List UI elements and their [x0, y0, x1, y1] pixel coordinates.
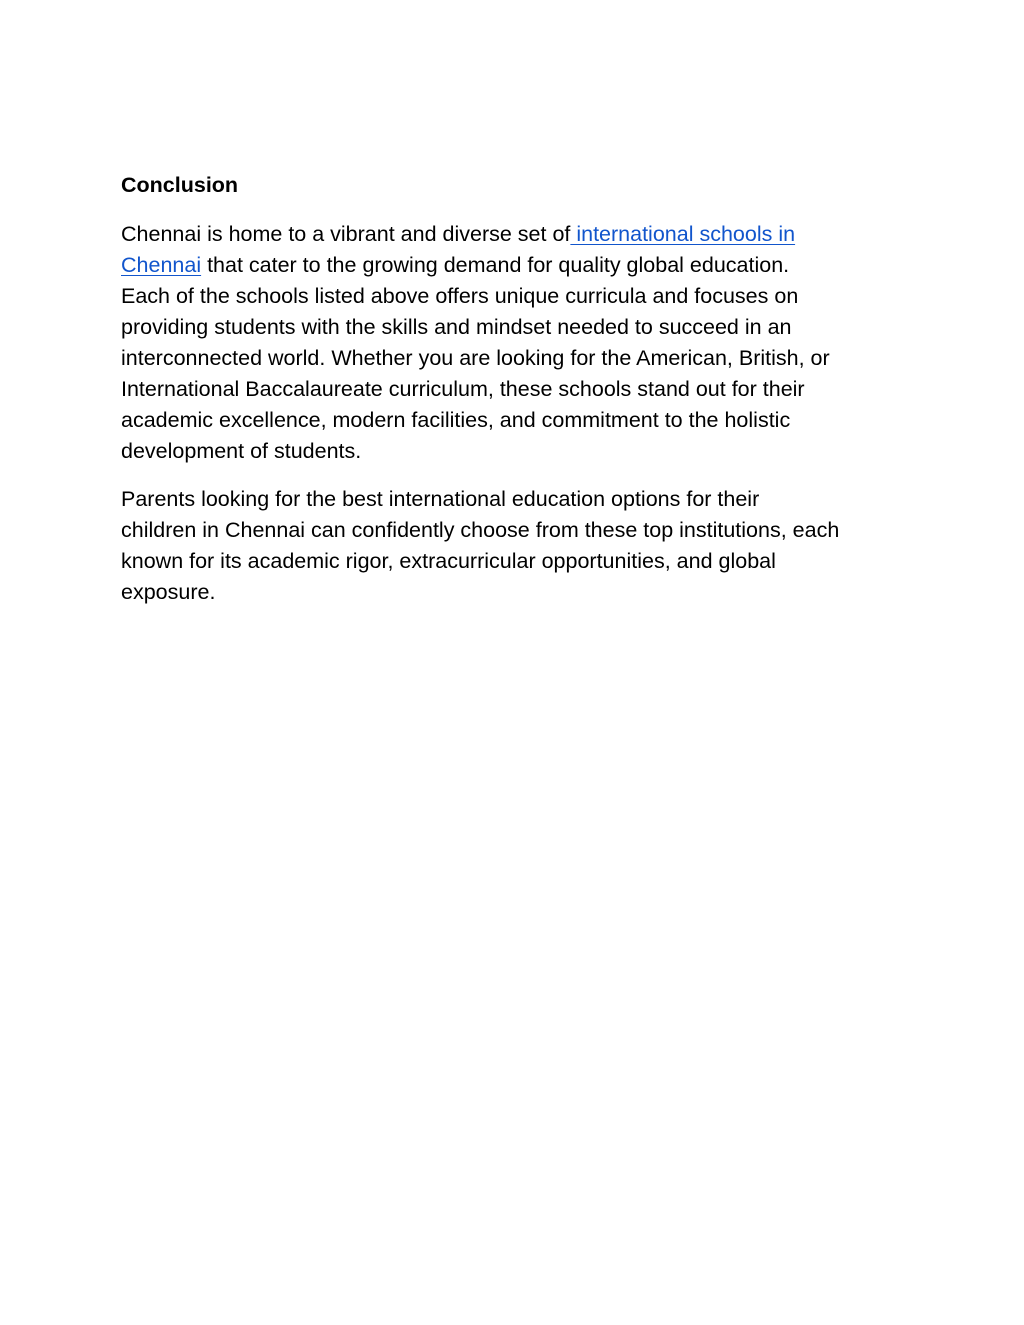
- text-line: International Baccalaureate curriculum, these schools stand out for their: [121, 377, 805, 401]
- conclusion-paragraph-1: [121, 219, 911, 467]
- section-heading: Conclusion: [121, 173, 239, 197]
- conclusion-paragraph-2: [121, 484, 911, 608]
- text-line: known for its academic rigor, extracurricular opportunities, and global: [121, 549, 776, 573]
- text-line: [121, 219, 911, 250]
- text-line: Each of the schools listed above offers unique curricula and focuses on: [121, 284, 799, 308]
- international-schools-link[interactable]: international schools in: [570, 222, 796, 246]
- chennai-link[interactable]: Chennai: [121, 253, 202, 277]
- text-line: [121, 250, 911, 281]
- text-line: Parents looking for the best international education options for their: [121, 487, 760, 511]
- document-body: [121, 168, 911, 625]
- text-line: interconnected world. Whether you are looking for the American, British, or: [121, 346, 830, 370]
- text-line: development of students.: [121, 439, 362, 463]
- text-line: exposure.: [121, 580, 216, 604]
- text-span: that cater to the growing demand for quality global education.: [201, 253, 790, 277]
- text-line: providing students with the skills and mindset needed to succeed in an: [121, 315, 792, 339]
- text-line: children in Chennai can confidently choose from these top institutions, each: [121, 518, 840, 542]
- text-span: Chennai is home to a vibrant and diverse set of: [121, 222, 571, 246]
- text-line: academic excellence, modern facilities, and commitment to the holistic: [121, 408, 791, 432]
